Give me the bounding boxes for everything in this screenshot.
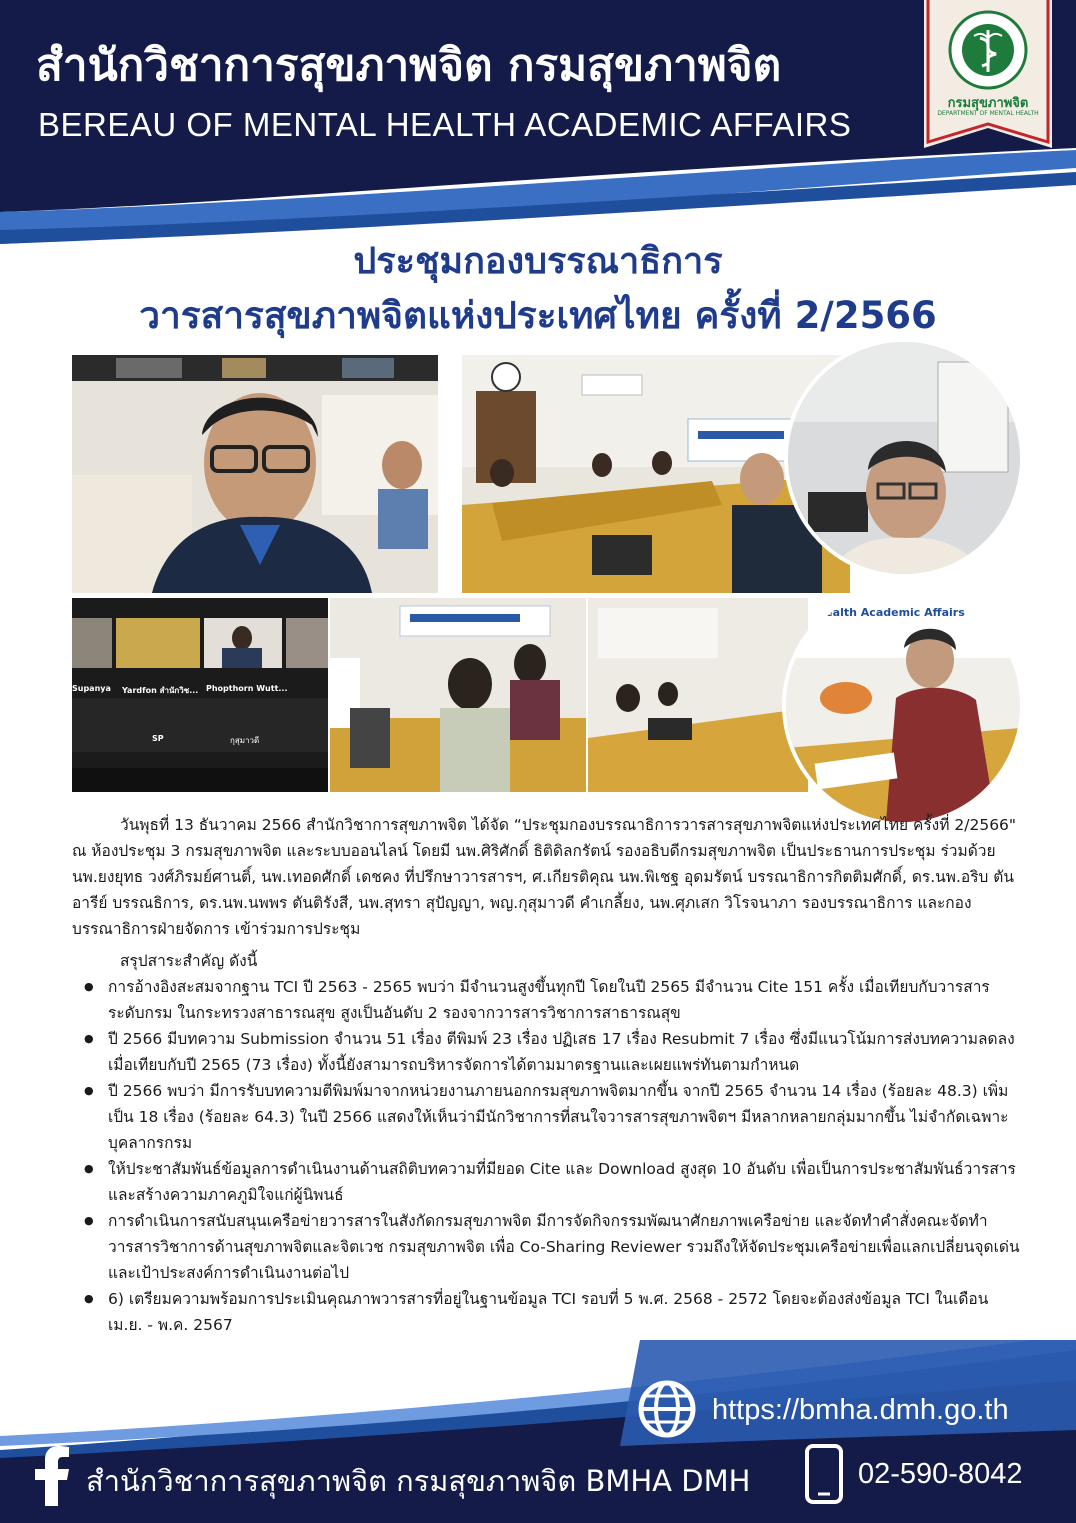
intro-paragraph: วันพุธที่ 13 ธันวาคม 2566 สำนักวิชาการสุขภาพจิต ได้จัด “ประชุมกองบรรณาธิการวารสารสุขภาพจิตแห่งประเทศไทย ครั้งที่ 2/2566" ณ ห้องประชุม 3 กรมสุขภาพจิต และระบบออนไลน์ โดยมี นพ.ศิริศักดิ์ ธิติดิลกรัตน์ รองอธิบดีกรมสุขภาพจิต เป็นประธานการประชุม ร่วมด้วย นพ.ยงยุทธ วงศ์ภิรมย์ศานติ์, นพ.เทอดศักดิ์ เดชคง ที่ปรึกษาวารสารฯ, ศ.เกียรติคุณ นพ.พิเชฐ อุดมรัตน์ บรรณาธิการกิตติมศักดิ์, ดร.นพ.อริบ ตันอารีย์ บรรณธิการ, ดร.นพ.นพพร ตันติรังสี, นพ.สุทรา สุปัญญา, พญ.กุสุมาวดี คำเกลี้ยง, นพ.ศุภเสก วิโรจนาภา รองบรรณาธิการ และกองบรรณาธิการฝ่ายจัดการ เข้าร่วมการประชุม bbox=[72, 816, 1017, 938]
article-body bbox=[72, 812, 1022, 1338]
list-item: ● 6) เตรียมความพร้อมการประเมินคุณภาพวารสารที่อยู่ในฐานข้อมูล TCI รอบที่ 5 พ.ศ. 2568 - 2572 โดยจะต้องส่งข้อมูล TCI ในเดือน เม.ย. - พ.ค. 2567 bbox=[72, 1286, 1022, 1338]
room-sign-english: Health Academic Affairs bbox=[816, 606, 965, 619]
list-item: ● ปี 2566 มีบทความ Submission จำนวน 51 เรื่อง ตีพิมพ์ 23 เรื่อง ปฏิเสธ 17 เรื่อง Resubmit 7 เรื่อง ซึ่งมีแนวโน้มการส่งบทความลดลงเมื่อเทียบกับปี 2565 (73 เรื่อง) ทั้งนี้ยังสามารถบริหารจัดการได้ตามมาตรฐานและเผยแพร่ทันตามกำหนด bbox=[72, 1026, 1022, 1078]
department-logo bbox=[924, 0, 1052, 158]
facebook-page-name[interactable]: สำนักวิชาการสุขภาพจิต กรมสุขภาพจิต BMHA DMH bbox=[86, 1464, 751, 1498]
phone-number[interactable]: 02-590-8042 bbox=[858, 1458, 1023, 1490]
summary-list bbox=[72, 974, 1022, 1338]
org-name-english: BEREAU OF MENTAL HEALTH ACADEMIC AFFAIRS bbox=[38, 106, 852, 143]
logo-text-thai: กรมสุขภาพจิต bbox=[947, 96, 1029, 111]
summary-heading: สรุปสาระสำคัญ ดังนี้ bbox=[120, 952, 258, 970]
photo-meeting-participants bbox=[330, 598, 586, 792]
list-item: ● ให้ประชาสัมพันธ์ข้อมูลการดำเนินงานด้านสถิติบทความที่มียอด Cite และ Download สูงสุด 10 อันดับ เพื่อเป็นการประชาสัมพันธ์วารสาร และสร้างความภาคภูมิใจแก่ผู้นิพนธ์ bbox=[72, 1156, 1022, 1208]
header-banner bbox=[0, 0, 1076, 250]
list-item: ● การดำเนินการสนับสนุนเครือข่ายวารสารในสังกัดกรมสุขภาพจิต มีการจัดกิจกรรมพัฒนาศักยภาพเครือข่าย และจัดทำคำสั่งคณะจัดทำวารสารวิชาการด้านสุขภาพจิตและจิตเวช กรมสุขภาพจิต เพื่อ Co-Sharing Reviewer รวมถึงให้จัดประชุมเครือข่ายเพื่อแลกเปลี่ยนจุดเด่นและเป้าประสงค์การดำเนินงานต่อไป bbox=[72, 1208, 1022, 1286]
list-item: ● ปี 2566 พบว่า มีการรับบทความตีพิมพ์มาจากหน่วยงานภายนอกกรมสุขภาพจิตมากขึ้น จากปี 2565 จำนวน 14 เรื่อง (ร้อยละ 48.3) เพิ่มเป็น 18 เรื่อง (ร้อยละ 64.3) ในปี 2566 แสดงให้เห็นว่ามีนักวิชาการที่สนใจวารสารสุขภาพจิตฯ มีหลากหลายกลุ่มมากขึ้น ไม่จำกัดเฉพาะบุคลากรกรม bbox=[72, 1078, 1022, 1156]
logo-text-english: DEPARTMENT OF MENTAL HEALTH bbox=[937, 110, 1039, 117]
photo-meeting-wide bbox=[588, 598, 808, 792]
photo-speaker-circle-bottom bbox=[782, 584, 1024, 826]
headline-line-1: ประชุมกองบรรณาธิการ bbox=[353, 241, 723, 282]
logo-badge bbox=[924, 0, 1052, 158]
zoom-tile-sp: SP bbox=[152, 734, 164, 743]
facebook-icon[interactable] bbox=[32, 1446, 72, 1506]
headline-line-2: วารสารสุขภาพจิตแห่งประเทศไทย ครั้งที่ 2/2566 bbox=[139, 294, 937, 337]
photo-speaker-circle-top bbox=[784, 338, 1024, 578]
list-item: ● การอ้างอิงสะสมจากฐาน TCI ปี 2563 - 2565 พบว่า มีจำนวนสูงขึ้นทุกปี โดยในปี 2565 มีจำนวน Cite 151 ครั้ง เมื่อเทียบกับวารสารระดับกรม ในกระทรวงสาธารณสุข สูงเป็นอันดับ 2 รองจากวารสารวิชาการสาธารณสุข bbox=[72, 974, 1022, 1026]
zoom-tile-name: กุสุมาวดี bbox=[230, 736, 260, 745]
zoom-name-3: Phopthorn Wutt... bbox=[206, 684, 288, 693]
globe-icon bbox=[638, 1380, 696, 1438]
photo-zoom-gallery bbox=[72, 598, 328, 792]
zoom-name-2: Yardfon สำนักวิช... bbox=[122, 686, 199, 695]
photo-zoom-speaker bbox=[72, 355, 438, 593]
website-link[interactable]: https://bmha.dmh.go.th bbox=[712, 1394, 1009, 1426]
zoom-name-1: Supanya bbox=[72, 684, 111, 693]
phone-icon bbox=[804, 1444, 844, 1504]
org-name-thai: สำนักวิชาการสุขภาพจิต กรมสุขภาพจิต bbox=[36, 40, 782, 91]
